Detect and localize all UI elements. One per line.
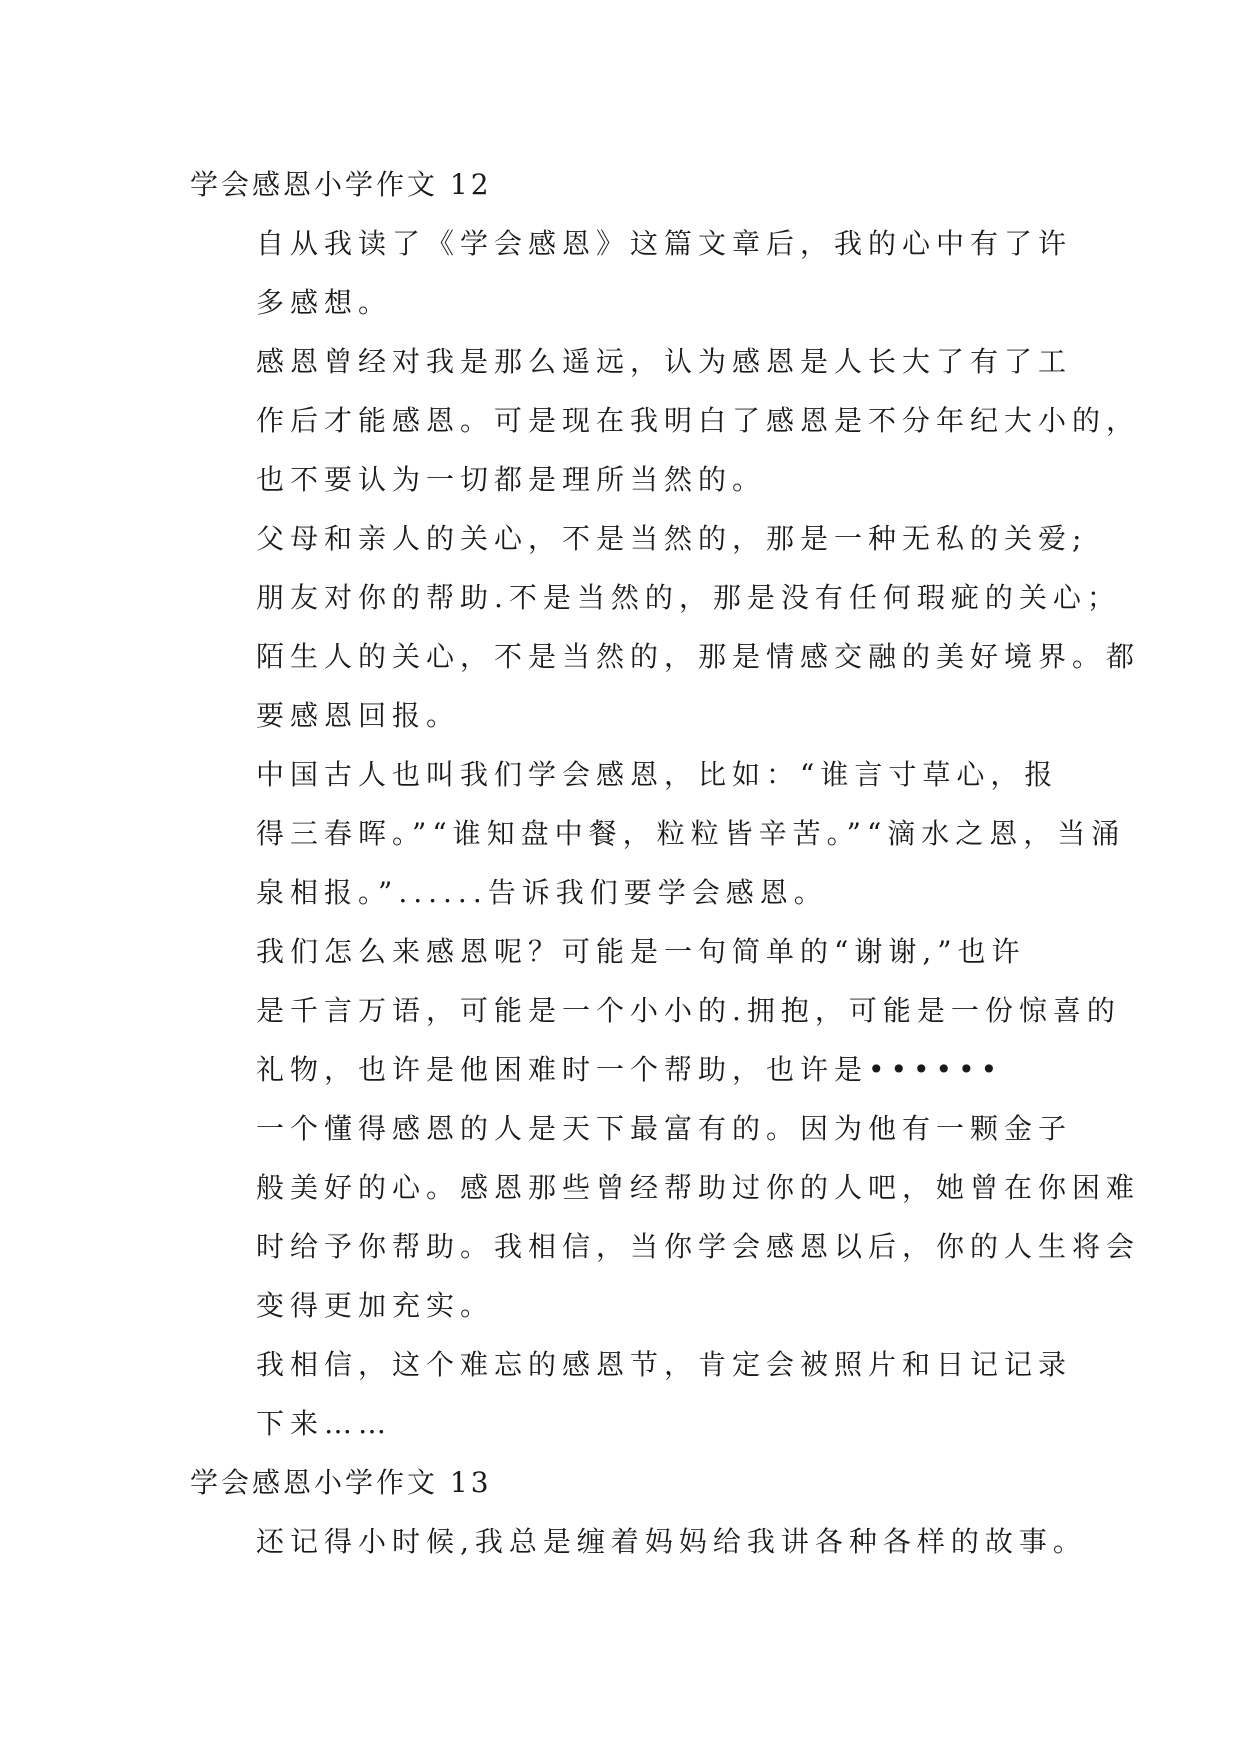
text-line: 我相信，这个难忘的感恩节，肯定会被照片和日记记录 <box>256 1348 1073 1381</box>
document-body <box>190 155 1141 1571</box>
essay-title: 学会感恩小学作文 12 <box>190 168 492 201</box>
paragraph <box>190 332 1141 509</box>
text-line: 礼物，也许是他困难时一个帮助，也许是•••••• <box>256 1053 1004 1086</box>
text-line: 要感恩回报。 <box>256 699 461 732</box>
text-line: 下来…… <box>256 1407 393 1440</box>
text-line: 自从我读了《学会感恩》这篇文章后，我的心中有了许 <box>256 227 1073 260</box>
text-line: 多感想。 <box>256 286 393 319</box>
paragraph <box>190 509 1141 745</box>
text-line: 一个懂得感恩的人是天下最富有的。因为他有一颗金子 <box>256 1112 1073 1145</box>
text-line: 朋友对你的帮助.不是当然的，那是没有任何瑕疵的关心； <box>256 581 1121 614</box>
text-line: 也不要认为一切都是理所当然的。 <box>256 463 767 496</box>
text-line: 还记得小时候,我总是缠着妈妈给我讲各种各样的故事。 <box>256 1525 1087 1558</box>
text-line: 得三春晖。”“谁知盘中餐，粒粒皆辛苦。”“滴水之恩，当涌 <box>256 817 1126 850</box>
text-line: 我们怎么来感恩呢？可能是一句简单的“谢谢,”也许 <box>256 935 1026 968</box>
text-line: 感恩曾经对我是那么遥远，认为感恩是人长大了有了工 <box>256 345 1073 378</box>
paragraph <box>190 745 1126 922</box>
text-line: 中国古人也叫我们学会感恩，比如：“谁言寸草心，报 <box>256 758 1059 791</box>
text-line: 变得更加充实。 <box>256 1289 495 1322</box>
text-line: 作后才能感恩。可是现在我明白了感恩是不分年纪大小的， <box>256 404 1141 437</box>
text-line: 是千言万语，可能是一个小小的.拥抱，可能是一份惊喜的 <box>256 994 1121 1027</box>
paragraph <box>190 214 1073 332</box>
essay-title: 学会感恩小学作文 13 <box>190 1466 492 1499</box>
text-line: 时给予你帮助。我相信，当你学会感恩以后，你的人生将会 <box>256 1230 1141 1263</box>
text-line: 泉相报。”......告诉我们要学会感恩。 <box>256 876 828 909</box>
paragraph <box>190 922 1121 1099</box>
paragraph <box>190 1099 1141 1335</box>
paragraph <box>190 1335 1073 1453</box>
text-line: 般美好的心。感恩那些曾经帮助过你的人吧，她曾在你困难 <box>256 1171 1141 1204</box>
text-line: 陌生人的关心，不是当然的，那是情感交融的美好境界。都 <box>256 640 1141 673</box>
paragraph <box>190 1512 1087 1571</box>
text-line: 父母和亲人的关心，不是当然的，那是一种无私的关爱; <box>256 522 1088 555</box>
